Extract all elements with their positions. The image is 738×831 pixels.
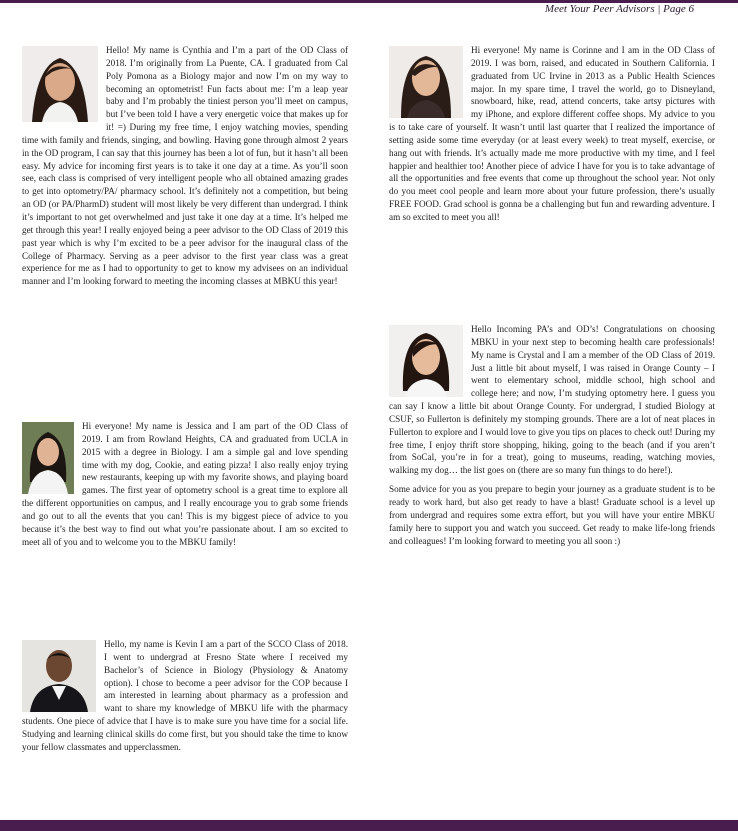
advisor-photo-corinne	[389, 46, 463, 118]
advisor-bio-text: Hi everyone! My name is Jessica and I am part of the OD Class of 2019. I am from Rowland Heights, CA and graduated from UCLA in 2015 with a degree in Biology. I am a simple gal and love spending time with my dog, Cookie, and eating pizza! I also really enjoy trying new restaurants, keeping up with my favorite shows, and playing board games. The first year of optometry school is a great time to explore all the different opportunities on campus, and I really encourage you to grab some friends and go out to all the events that you can! This is my biggest piece of advice to you because it’s the best way to find out what you’re passionate about. I am so excited to meet all of you and to welcome you to the MBKU family!	[22, 421, 348, 547]
advisor-bio-kevin	[22, 638, 348, 760]
advisor-bio-corinne	[389, 44, 715, 230]
advisor-bio-text: Hi everyone! My name is Corinne and I am in the OD Class of 2019. I was born, raised, and educated in Southern California. I graduated from UC Irvine in 2013 as a Public Health Sciences major. In my spare time, I travel the world, go to Disneyland, snowboard, hike, read, attend concerts, take artsy pictures with my iPhone, and explore different coffee shops. My advice to you is to take care of yourself. It wasn’t until last quarter that I realized the importance of setting aside some time everyday (or at least every week) to treat myself, exercise, or hang out with friends. It’s actually made me more productive with my time, and I feel happier and healthier too! Another piece of advice I have for you is to take advantage of all the opportunities and free events that come up throughout the school year. Not only do you meet cool people and learn more about your future profession, there’s usually FREE FOOD. Grad school is gonna be a challenging but fun and rewarding adventure. I am so excited to meet you all!	[389, 45, 715, 222]
bottom-rule	[0, 820, 738, 831]
advisor-bio-text: Hello Incoming PA’s and OD’s! Congratulations on choosing MBKU in your next step to becoming health care professionals! My name is Crystal and I am a member of the OD Class of 2019. Just a little bit about myself, I was raised in Orange County – I went to elementary school, middle school, high school and college here; and now, I’m studying optometry here. I guess you can say I know a little bit about Orange County. For undergrad, I studied Biology at CSUF, so Fullerton is definitely my stomping grounds. There are a lot of neat places in Fullerton to explore and I would love to give you tips on places to check out! During my free time, I enjoy thrift store shopping, hiking, going to the beach (and if you aren’t from SoCal, you’re in for a treat), going to museums, reading, watching movies, walking my dog… the list goes on (there are so many fun things to do here!).	[389, 324, 715, 476]
page-header: Meet Your Peer Advisors | Page 6	[544, 3, 694, 15]
advisor-photo-cynthia	[22, 46, 98, 122]
advisor-bio-jessica	[22, 420, 348, 554]
advisor-bio-crystal	[389, 323, 715, 553]
advisor-bio-cynthia	[22, 44, 348, 294]
advisor-bio-text: Hello! My name is Cynthia and I’m a part of the OD Class of 2018. I’m originally from La Puente, CA. I graduated from Cal Poly Pomona as a Biology major and now I’m on my way to becoming an optometrist! Fun facts about me: I’m a leap year baby and I’m probably the tiniest person you’ll meet on campus, but I’ve been told I have a very energetic voice that makes up for it! =) During my free time, I enjoy watching movies, spending time with family and friends, singing, and bowling. Having gone through almost 2 years in the OD program, I can say that this journey has been a lot of fun, but it hasn’t all been easy. My advice for incoming first years is to take it one day at a time. As you’ll soon see, each class is comprised of very intelligent people who all obtained amazing grades to get into optometry/PA/ pharmacy school. It’s definitely not a competition, but being an OD (or PA/PharmD) student will most likely be very different than undergrad. I think it’s important to not get overwhelmed and just take it one day at a time. It’s helped me get through this year! I really enjoyed being a peer advisor to the OD Class of 2019 this past year which is why I’m excited to be a peer advisor for the inaugural class of the College of Pharmacy. Serving as a peer advisor to the first year class was a great experience for me as I had to opportunity to get to know my advisees on an individual manner and I’m looking forward to meeting the incoming classes at MBKU this year!	[22, 45, 348, 287]
advisor-photo-jessica	[22, 422, 74, 494]
advisor-photo-kevin	[22, 640, 96, 712]
advisor-photo-crystal	[389, 325, 463, 397]
advisor-bio-text: Hello, my name is Kevin I am a part of the SCCO Class of 2018. I went to undergrad at Fresno State where I received my Bachelor’s of Science in Biology (Physiology & Anatomy option). I chose to become a peer advisor for the COP because I am interested in learning about pharmacy as a profession and want to share my knowledge of MBKU life with the pharmacy students. One piece of advice that I have is to make sure you have time for a social life. Studying and learning clinical skills do come first, but you should take the time to know your fellow classmates and upperclassmen.	[22, 639, 348, 752]
advisor-bio-text-2: Some advice for you as you prepare to begin your journey as a graduate student is to be ready to work hard, but also get ready to have a blast! Graduate school is a level up from undergrad and requires some extra effort, but you will have your entire MBKU family here to support you and watch you succeed. Get ready to make life-long friends and colleagues! I’m looking forward to meeting you all soon :)	[389, 484, 715, 546]
